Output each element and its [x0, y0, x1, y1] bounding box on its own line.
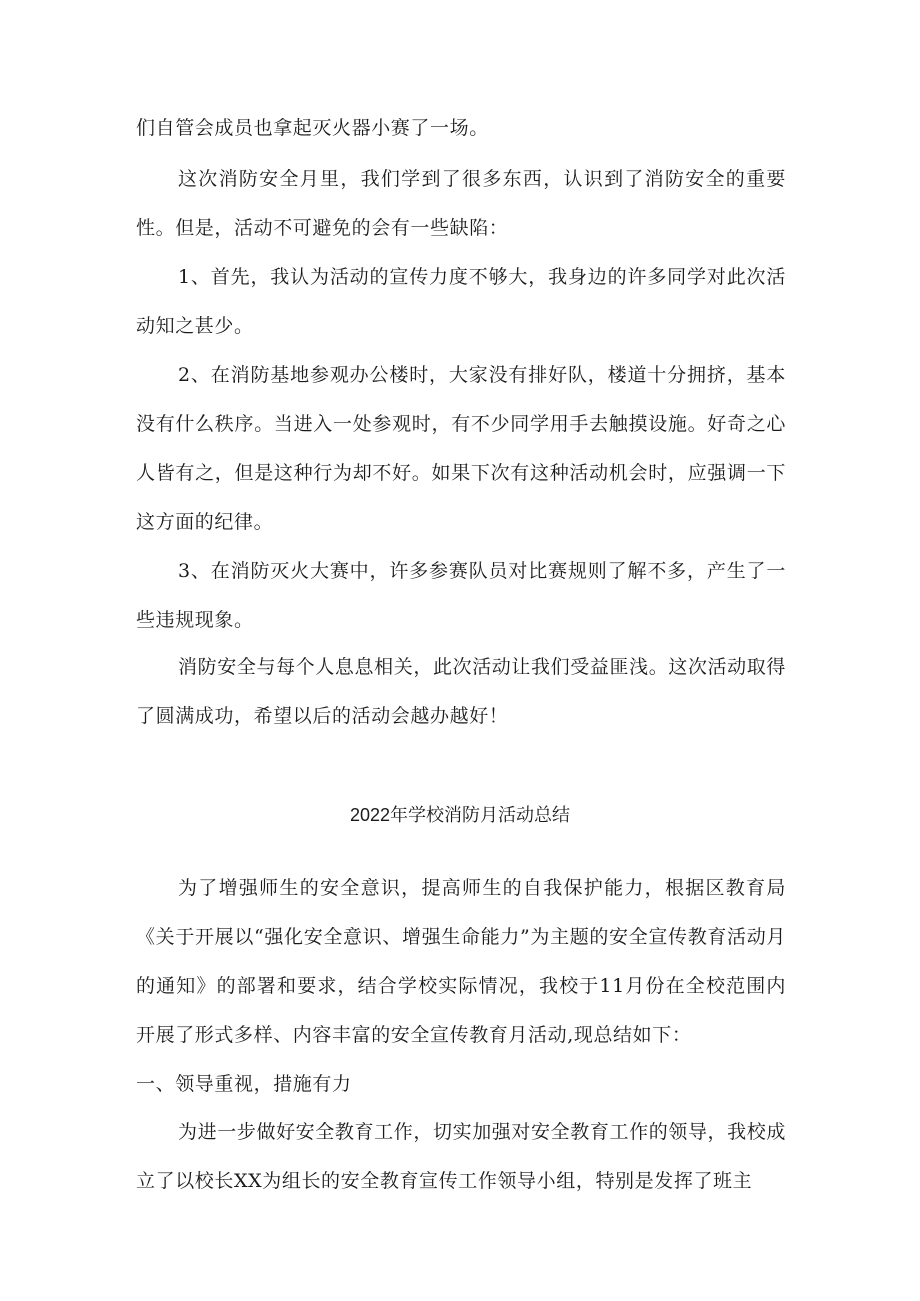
paragraph-continuation: 们自管会成员也拿起灭火器小赛了一场。 [136, 117, 489, 139]
paragraph-leadership: 为进一步做好安全教育工作，切实加强对安全教育工作的领导，我校成立了以校长XX为组长的安全教育宣传工作领导小组，特别是发挥了班主 [136, 1121, 786, 1192]
section-heading-1: 一、领导重视，措施有力 [136, 1073, 352, 1095]
paragraph-conclusion: 消防安全与每个人息息相关，此次活动让我们受益匪浅。这次活动取得了圆满成功，希望以后的活动会越办越好！ [136, 656, 786, 727]
paragraph-intro: 为了增强师生的安全意识，提高师生的自我保护能力，根据区教育局《关于开展以“强化安全意识、增强生命能力”为主题的安全宣传教育活动月的通知》的部署和要求，结合学校实际情况，我校于11月份在全校范围内开展了形式多样、内容丰富的安全宣传教育月活动,现总结如下： [136, 877, 786, 1046]
paragraph-point-3: 3、在消防灭火大赛中，许多参赛队员对比赛规则了解不多，产生了一些违规现象。 [136, 560, 786, 631]
paragraph-point-2: 2、在消防基地参观办公楼时，大家没有排好队，楼道十分拥挤，基本没有什么秩序。当进入一处参观时，有不少同学用手去触摸设施。好奇之心人皆有之，但是这种行为却不好。如果下次有这种活动机会时，应强调一下这方面的纪律。 [136, 364, 786, 533]
document-title: 2022年学校消防月活动总结 [349, 805, 571, 825]
paragraph-point-1: 1、首先，我认为活动的宣传力度不够大，我身边的许多同学对此次活动知之甚少。 [136, 266, 786, 337]
paragraph-summary-intro: 这次消防安全月里，我们学到了很多东西，认识到了消防安全的重要性。但是，活动不可避免的会有一些缺陷： [136, 168, 786, 239]
